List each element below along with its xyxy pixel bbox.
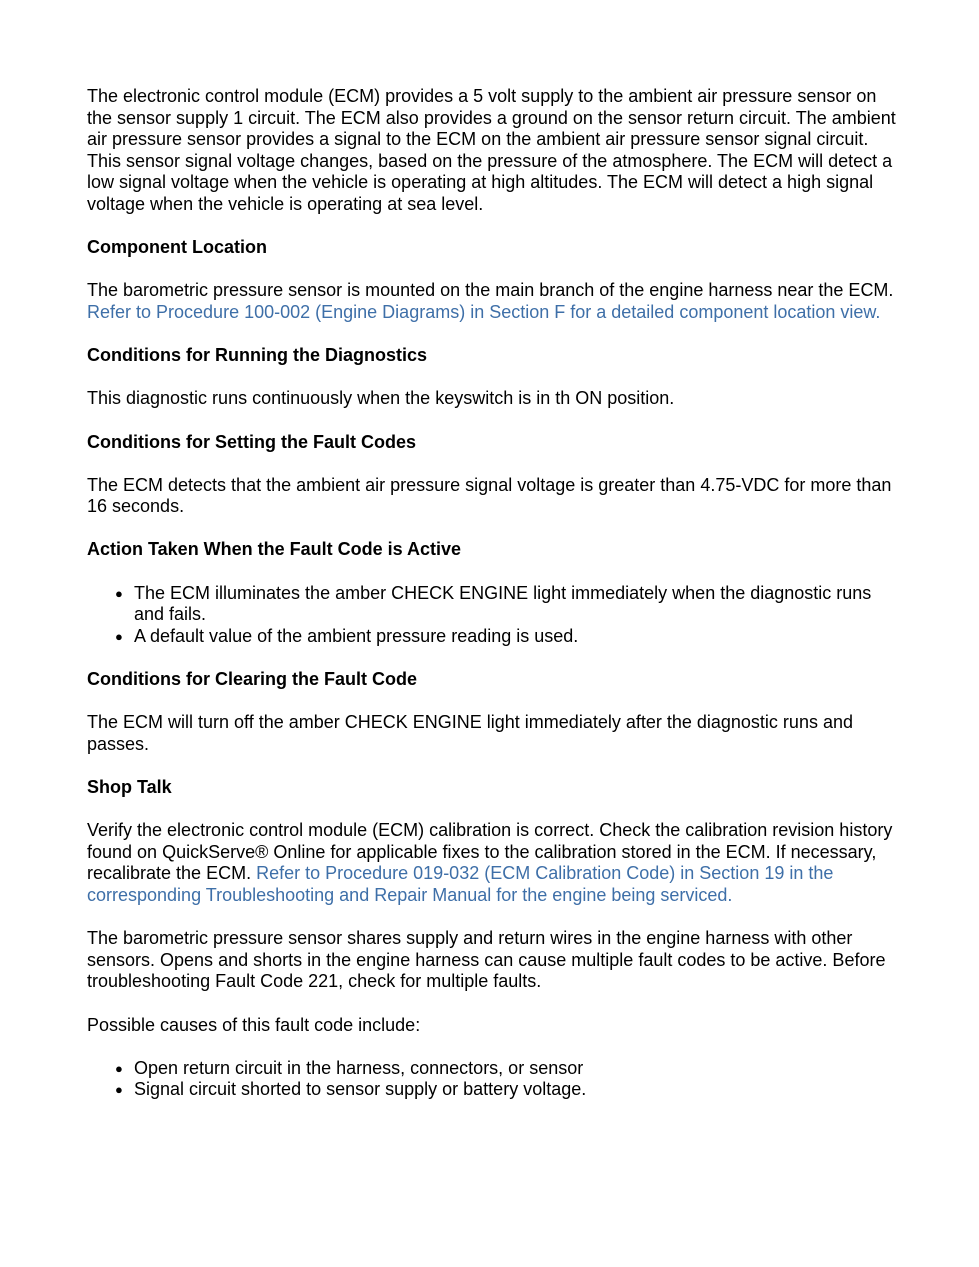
- list-item: [115, 582, 897, 626]
- possible-causes-intro: Possible causes of this fault code include:: [87, 1014, 421, 1035]
- setting-fault-codes-paragraph: The ECM detects that the ambient air pressure signal voltage is greater than 4.75-VDC for more than 16 seconds.: [87, 474, 892, 517]
- list-item-text: Open return circuit in the harness, connectors, or sensor: [134, 1057, 584, 1078]
- running-diagnostics-paragraph: This diagnostic runs continuously when the keyswitch is in th ON position.: [87, 388, 675, 409]
- component-location-paragraph: [87, 280, 897, 323]
- engine-diagrams-procedure-link[interactable]: Refer to Procedure 100-002 (Engine Diagrams) in Section F for a detailed component location view.: [87, 301, 881, 322]
- bullet-icon: ●: [115, 1060, 123, 1076]
- bullet-icon: ●: [115, 1082, 123, 1098]
- list-item-text: Signal circuit shorted to sensor supply or battery voltage.: [134, 1079, 587, 1100]
- action-taken-heading: Action Taken When the Fault Code is Active: [87, 539, 462, 560]
- intro-paragraph: The electronic control module (ECM) provides a 5 volt supply to the ambient air pressure sensor on the sensor supply 1 circuit. The ECM also provides a ground on the sensor return circuit. The ambient air pressure sensor provides a signal to the ECM on the ambient air pressure sensor signal circuit. This sensor signal voltage changes, based on the pressure of the atmosphere. The ECM will detect a low signal voltage when the vehicle is operating at high altitudes. The ECM will detect a high signal voltage when the vehicle is operating at sea level.: [87, 86, 896, 214]
- component-location-text: The barometric pressure sensor is mounted on the main branch of the engine harness near the ECM.: [87, 280, 894, 301]
- list-item: [115, 625, 897, 648]
- bullet-icon: ●: [115, 585, 123, 601]
- list-item-text: The ECM illuminates the amber CHECK ENGINE light immediately when the diagnostic runs and fails.: [134, 582, 872, 625]
- shop-talk-text: Verify the electronic control module (ECM) calibration is correct. Check the calibration revision history found on QuickServe® Online for applicable fixes to the calibration stored in the ECM. If necessary, recalibrate the ECM.: [87, 820, 893, 884]
- list-item: [115, 1079, 897, 1101]
- setting-fault-codes-heading: Conditions for Setting the Fault Codes: [87, 431, 416, 452]
- bullet-icon: ●: [115, 628, 123, 644]
- component-location-heading: Component Location: [87, 237, 267, 258]
- shop-talk-paragraph-1: [87, 820, 897, 906]
- clearing-fault-code-paragraph: The ECM will turn off the amber CHECK ENGINE light immediately after the diagnostic runs and passes.: [87, 712, 853, 754]
- action-taken-list: [87, 583, 897, 648]
- document-page: [87, 86, 897, 1123]
- shop-talk-heading: Shop Talk: [87, 777, 172, 797]
- shop-talk-paragraph-2: The barometric pressure sensor shares supply and return wires in the engine harness with other sensors. Opens and shorts in the engine harness can cause multiple fault codes to be active. Before troubleshooting Fault Code 221, check for multiple faults.: [87, 928, 886, 992]
- clearing-fault-code-heading: Conditions for Clearing the Fault Code: [87, 669, 417, 690]
- list-item: [115, 1057, 897, 1080]
- possible-causes-list: [87, 1058, 897, 1101]
- running-diagnostics-heading: Conditions for Running the Diagnostics: [87, 345, 427, 366]
- ecm-calibration-procedure-link[interactable]: Refer to Procedure 019-032 (ECM Calibration Code) in Section 19 in the corresponding Troubleshooting and Repair Manual for the engine being serviced.: [87, 863, 834, 905]
- list-item-text: A default value of the ambient pressure reading is used.: [134, 625, 579, 646]
